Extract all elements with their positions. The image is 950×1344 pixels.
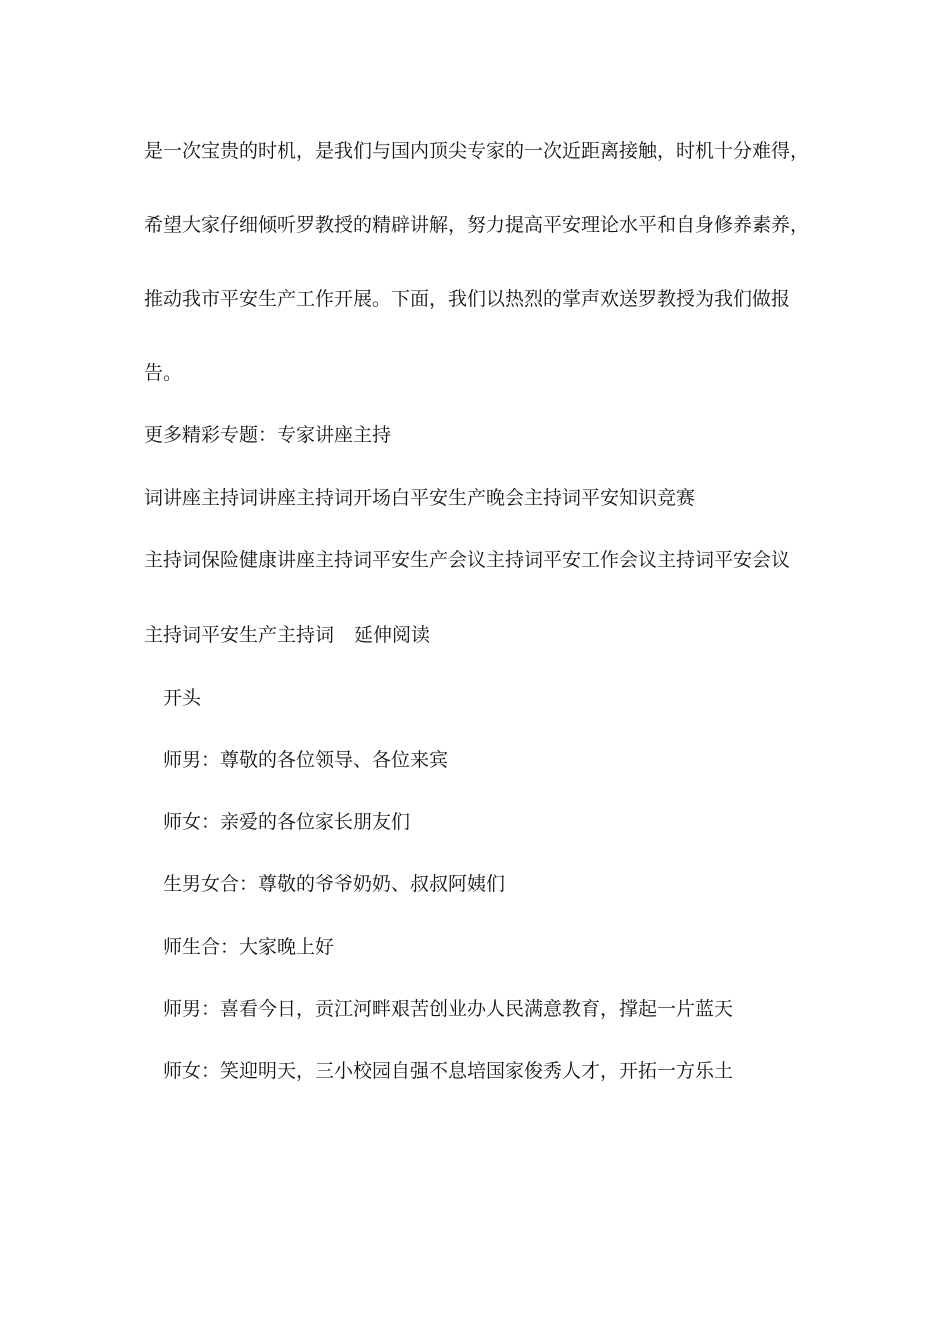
script-line-4: 生男女合：尊敬的爷爷奶奶、叔叔阿姨们 [163, 873, 506, 895]
paragraph-line-4: 告。 [144, 362, 183, 384]
topics-line-1: 更多精彩专题：专家讲座主持 [144, 424, 392, 446]
paragraph-line-2: 希望大家仔细倾听罗教授的精辟讲解，努力提高平安理论水平和自身修养素养， [144, 214, 810, 236]
script-line-7: 师女：笑迎明天，三小校园自强不息培国家俊秀人才，开拓一方乐土 [163, 1060, 734, 1082]
script-line-5: 师生合：大家晚上好 [163, 936, 335, 958]
paragraph-line-3: 推动我市平安生产工作开展。下面，我们以热烈的掌声欢送罗教授为我们做报 [144, 288, 791, 310]
script-line-2: 师男：尊敬的各位领导、各位来宾 [163, 749, 449, 771]
topics-line-2: 词讲座主持词讲座主持词开场白平安生产晚会主持词平安知识竞赛 [144, 487, 696, 509]
script-line-6: 师男：喜看今日，贡江河畔艰苦创业办人民满意教育，撑起一片蓝天 [163, 998, 734, 1020]
paragraph-line-1: 是一次宝贵的时机，是我们与国内顶尖专家的一次近距离接触，时机十分难得， [144, 140, 810, 162]
topics-line-4 [144, 623, 430, 647]
topics-line-3: 主持词保险健康讲座主持词平安生产会议主持词平安工作会议主持词平安会议 [144, 549, 791, 571]
topics-line-4-text: 主持词平安生产主持词 [144, 624, 335, 646]
extended-reading-label: 延伸阅读 [354, 624, 431, 646]
script-line-3: 师女：亲爱的各位家长朋友们 [163, 811, 411, 833]
script-line-1: 开头 [163, 687, 202, 709]
